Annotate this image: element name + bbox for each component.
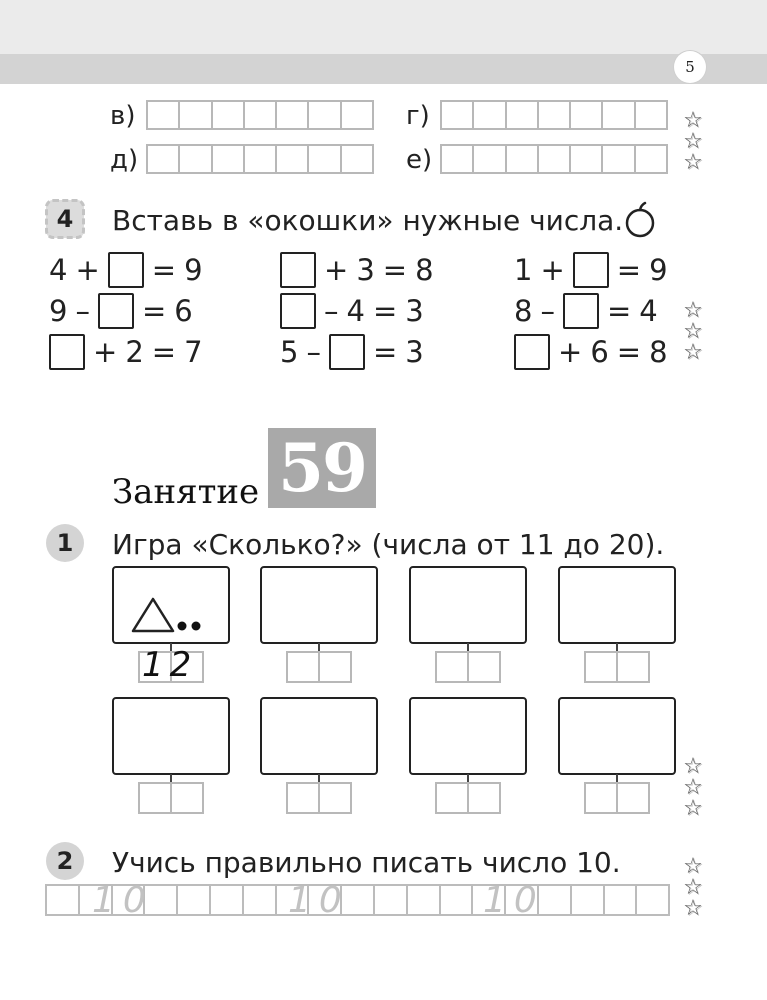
trace-sample: 10 <box>92 880 154 921</box>
counting-card <box>409 697 527 775</box>
star-outline-icon: ☆ <box>683 796 703 821</box>
equation-token: = <box>382 253 408 287</box>
equation <box>45 250 207 290</box>
trace-sample: 10 <box>288 880 350 921</box>
star-outline-icon: ☆ <box>683 854 703 879</box>
page-number: 5 <box>674 51 706 83</box>
equation-token: + <box>75 253 100 287</box>
answer-cells-d[interactable] <box>146 144 374 174</box>
equation-token: 3 <box>356 253 375 287</box>
equation-token: + <box>558 335 583 369</box>
equation-token: 9 <box>649 253 668 287</box>
two-digit-answer-cells[interactable] <box>584 651 650 683</box>
equation-token: 8 <box>649 335 668 369</box>
triangle-icon <box>131 597 175 633</box>
equation-token: 7 <box>184 335 203 369</box>
two-digit-answer-cells[interactable] <box>286 651 352 683</box>
star-outline-icon: ☆ <box>683 875 703 900</box>
star-outline-icon: ☆ <box>683 150 703 175</box>
row-label-g: г) <box>406 101 430 131</box>
header-strip <box>0 54 767 84</box>
equation-token: 1 <box>514 253 533 287</box>
equation-token: – <box>324 294 339 328</box>
counting-card <box>558 566 676 644</box>
counting-card <box>409 566 527 644</box>
answer-box[interactable] <box>563 293 599 329</box>
answer-box[interactable] <box>329 334 365 370</box>
apple-icon <box>620 200 660 240</box>
equation-token: 8 <box>514 294 533 328</box>
task-instruction: Игра «Сколько?» (числа от 11 до 20). <box>112 528 665 561</box>
two-digit-answer-cells[interactable] <box>584 782 650 814</box>
two-digit-answer-cells[interactable] <box>286 782 352 814</box>
equation-token: 3 <box>405 294 424 328</box>
equation-token: – <box>75 294 90 328</box>
trace-sample: 10 <box>483 880 545 921</box>
task-number-badge: 2 <box>46 842 84 880</box>
task-number-badge: 4 <box>46 200 84 238</box>
handwritten-answer: 12 <box>142 645 198 685</box>
equation-token: 5 <box>280 335 299 369</box>
star-outline-icon: ☆ <box>683 340 703 365</box>
row-label-d: д) <box>110 145 139 175</box>
two-digit-answer-cells[interactable] <box>138 782 204 814</box>
star-outline-icon: ☆ <box>683 298 703 323</box>
star-outline-icon: ☆ <box>683 775 703 800</box>
answer-box[interactable] <box>514 334 550 370</box>
equation-token: 3 <box>405 335 424 369</box>
lesson-number: 59 <box>268 428 376 508</box>
star-outline-icon: ☆ <box>683 754 703 779</box>
equation <box>510 291 662 331</box>
equation <box>510 250 672 290</box>
equation <box>276 250 438 290</box>
row-label-e: е) <box>406 145 433 175</box>
two-digit-answer-cells[interactable] <box>435 782 501 814</box>
star-outline-icon: ☆ <box>683 129 703 154</box>
answer-cells-v[interactable] <box>146 100 374 130</box>
equation-token: = <box>141 294 167 328</box>
equation-token: 8 <box>415 253 434 287</box>
equation-token: 2 <box>125 335 144 369</box>
answer-cells-g[interactable] <box>440 100 668 130</box>
equation <box>45 291 197 331</box>
counting-card <box>558 697 676 775</box>
equation-token: + <box>324 253 349 287</box>
equation-token: + <box>93 335 118 369</box>
equation-token: = <box>616 335 642 369</box>
lesson-title: Занятие <box>112 472 260 512</box>
equation-token: = <box>151 335 177 369</box>
equation-token: = <box>372 335 398 369</box>
equation <box>510 332 672 372</box>
task-instruction: Вставь в «окошки» нужные числа. <box>112 204 624 237</box>
equation <box>45 332 207 372</box>
task-number-badge: 1 <box>46 524 84 562</box>
equation <box>276 332 428 372</box>
star-outline-icon: ☆ <box>683 896 703 921</box>
equation-token: – <box>540 294 555 328</box>
equation-token: 6 <box>590 335 609 369</box>
equation <box>276 291 428 331</box>
answer-box[interactable] <box>280 293 316 329</box>
rating-stars <box>680 756 706 819</box>
equation-token: = <box>606 294 632 328</box>
equation-token: 4 <box>346 294 365 328</box>
two-digit-answer-cells[interactable] <box>435 651 501 683</box>
row-label-v: в) <box>110 101 136 131</box>
rating-stars <box>680 856 706 919</box>
answer-box[interactable] <box>108 252 144 288</box>
equation-token: = <box>616 253 642 287</box>
star-outline-icon: ☆ <box>683 108 703 133</box>
equation-token: = <box>372 294 398 328</box>
answer-box[interactable] <box>573 252 609 288</box>
task-instruction: Учись правильно писать число 10. <box>112 846 621 879</box>
rating-stars <box>680 300 706 363</box>
equation-token: 9 <box>49 294 68 328</box>
equation-token: 6 <box>174 294 193 328</box>
top-band <box>0 0 767 54</box>
equation-token: 4 <box>49 253 68 287</box>
equation-token: 4 <box>639 294 658 328</box>
counting-card <box>112 697 230 775</box>
answer-box[interactable] <box>49 334 85 370</box>
answer-cells-e[interactable] <box>440 144 668 174</box>
counting-card <box>260 566 378 644</box>
rating-stars <box>680 110 706 173</box>
equation-token: = <box>151 253 177 287</box>
counting-card <box>260 697 378 775</box>
equation-token: – <box>306 335 321 369</box>
answer-box[interactable] <box>98 293 134 329</box>
equation-token: 9 <box>184 253 203 287</box>
equation-token: + <box>540 253 565 287</box>
star-outline-icon: ☆ <box>683 319 703 344</box>
answer-box[interactable] <box>280 252 316 288</box>
dots-icon <box>175 620 205 632</box>
